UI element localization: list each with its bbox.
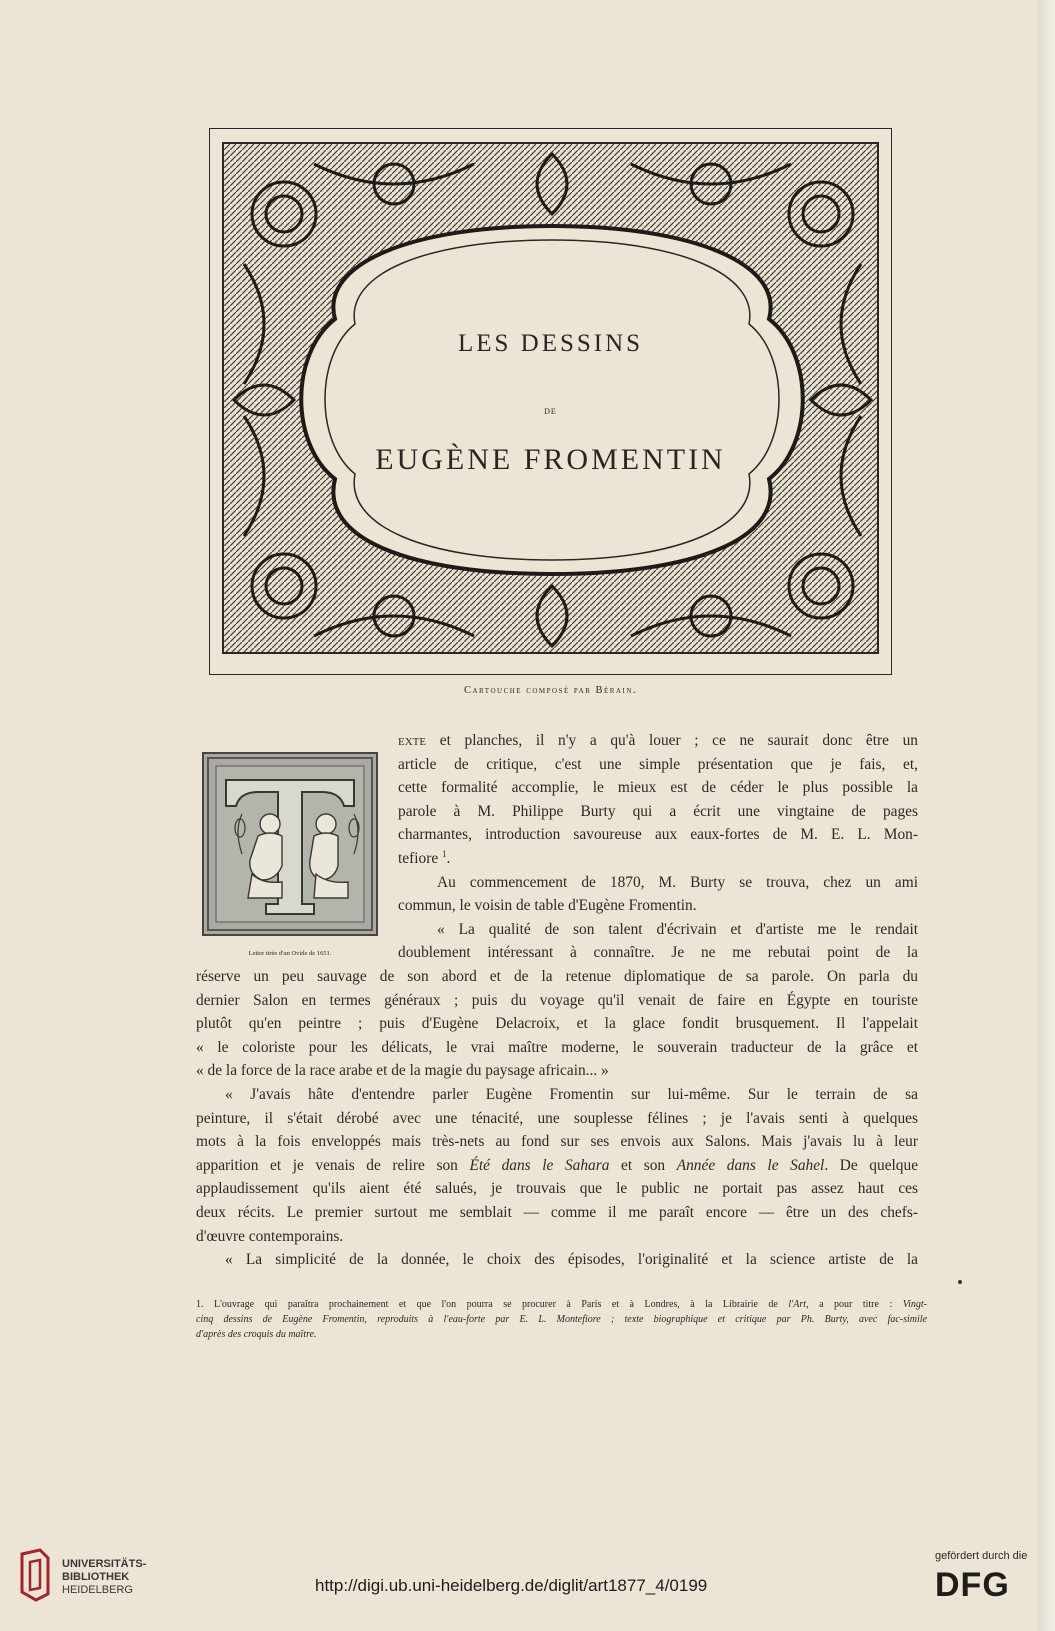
text-run: mots à la fois enveloppés mais très-nets au fond sur ses envois aux Salons. Mais j'avais lu à leur bbox=[196, 1133, 918, 1151]
cartouche-title-line2: EUGÈNE FROMENTIN bbox=[375, 443, 726, 476]
library-line2: BIBLIOTHEK bbox=[62, 1571, 130, 1583]
text-run: 1 bbox=[442, 848, 447, 859]
body-line bbox=[398, 847, 918, 871]
text-run: cinq dessins de Eugène Fromentin, reproduits à l'eau-forte par E. L. Montefiore ; texte biographique et critique par Ph. Burty, avec fac-simile bbox=[196, 1314, 927, 1325]
body-line bbox=[196, 1107, 918, 1131]
library-line1: UNIVERSITÄTS- bbox=[62, 1558, 147, 1570]
text-run: Au commencement de 1870, M. Burty se trouva, chez un ami bbox=[437, 873, 918, 891]
body-line bbox=[437, 871, 918, 895]
text-run: . De quelque bbox=[824, 1156, 918, 1174]
text-run: tefiore bbox=[398, 850, 443, 867]
text-run: « de la force de la race arabe et de la magie du paysage africain... » bbox=[196, 1062, 609, 1080]
funded-by-text: gefördert durch die bbox=[935, 1550, 1028, 1562]
text-run: parole à M. Philippe Burty qui a écrit une vingtaine de pages bbox=[398, 802, 918, 820]
body-line bbox=[196, 965, 918, 989]
body-line bbox=[196, 1130, 918, 1154]
body-line bbox=[196, 1012, 918, 1036]
body-line bbox=[398, 729, 918, 753]
initial-letter-illustration bbox=[202, 752, 378, 936]
text-run: d'œuvre contemporains. bbox=[196, 1227, 344, 1245]
scan-edge bbox=[1038, 0, 1055, 1631]
text-run: Vingt- bbox=[902, 1299, 927, 1310]
text-run: et planches, il n'y a qu'à louer ; ce ne saurait donc être un bbox=[426, 732, 918, 749]
text-run: Été dans le Sahara bbox=[469, 1156, 610, 1174]
library-logo-icon bbox=[18, 1548, 54, 1602]
library-name bbox=[62, 1558, 146, 1597]
body-line bbox=[398, 753, 918, 777]
text-run: commun, le voisin de table d'Eugène Fromentin. bbox=[398, 897, 697, 915]
ornament-drawing bbox=[224, 144, 879, 654]
text-run: exte bbox=[398, 732, 427, 749]
text-run: dernier Salon en termes généraux ; puis du voyage qu'il venait de faire en Égypte en touriste bbox=[196, 991, 918, 1009]
body-line bbox=[196, 1177, 918, 1201]
body-line bbox=[196, 1036, 918, 1060]
text-run: « le coloriste pour les délicats, le vrai maître moderne, le souverain traducteur de la grâce et bbox=[196, 1038, 918, 1056]
body-line bbox=[225, 1083, 918, 1107]
text-run: « La simplicité de la donnée, le choix des épisodes, l'originalité et la science artiste de la bbox=[225, 1251, 918, 1269]
text-run: peinture, il s'était dérobé avec une ténacité, une souplesse félines ; je l'avais senti à quelques bbox=[196, 1109, 918, 1127]
text-run: « J'avais hâte d'entendre parler Eugène Fromentin sur lui-même. Sur le terrain de sa bbox=[225, 1086, 918, 1103]
cartouche-title-line1: LES DESSINS bbox=[457, 330, 644, 357]
cartouche-caption: Cartouche composé par Bérain. bbox=[464, 685, 637, 696]
body-line bbox=[398, 823, 918, 847]
library-line3: HEIDELBERG bbox=[62, 1584, 133, 1596]
footnote-line bbox=[196, 1297, 927, 1312]
text-run: article de critique, c'est une simple présentation que je fais, et, bbox=[398, 755, 918, 773]
cartouche-title-de: DE bbox=[544, 407, 557, 416]
text-run: plutôt qu'en peintre ; puis d'Eugène Delacroix, et la glace fondit brusquement. Il l'appelait bbox=[196, 1015, 918, 1033]
cartouche-ornament bbox=[222, 142, 879, 654]
footnote-line bbox=[196, 1312, 927, 1327]
body-line bbox=[196, 1154, 918, 1178]
initial-engraving bbox=[204, 754, 376, 934]
body-line bbox=[398, 800, 918, 824]
text-run: 1. L'ouvrage qui paraîtra prochainement et que l'on pourra se procurer à Paris et à Londres, à la Librairie de bbox=[196, 1299, 789, 1310]
dfg-logo: DFG bbox=[935, 1566, 1010, 1604]
initial-caption: Lettre tirée d'un Ovide de 1651. bbox=[248, 950, 332, 957]
text-run: réserve un peu sauvage de son abord et de la retenue diplomatique de sa parole. On parla du bbox=[196, 968, 918, 985]
footnote-line bbox=[196, 1327, 927, 1342]
text-run: . bbox=[446, 850, 451, 867]
text-run: l'Art bbox=[788, 1299, 807, 1310]
body-line bbox=[196, 1201, 918, 1225]
body-line bbox=[398, 941, 918, 965]
text-run: apparition et je venais de relire son bbox=[196, 1156, 470, 1174]
body-line bbox=[398, 776, 918, 800]
body-line bbox=[196, 1225, 918, 1249]
text-run: et son bbox=[609, 1156, 677, 1174]
body-line bbox=[398, 894, 918, 918]
body-line bbox=[437, 918, 918, 942]
text-run: , a pour titre : bbox=[806, 1299, 903, 1310]
text-run: cette formalité accomplie, le mieux est de céder le plus possible la bbox=[398, 779, 918, 797]
text-run: Année dans le Sahel bbox=[676, 1156, 825, 1174]
body-line bbox=[196, 1059, 918, 1083]
text-run: doublement intéressant à connaître. Je ne me rebutai point de la bbox=[398, 944, 918, 962]
body-line bbox=[225, 1248, 918, 1272]
text-run: « La qualité de son talent d'écrivain et d'artiste me le rendait bbox=[437, 920, 918, 938]
text-run: d'après des croquis du maître. bbox=[196, 1329, 317, 1340]
source-url-link[interactable]: http://digi.ub.uni-heidelberg.de/diglit/art1877_4/0199 bbox=[315, 1576, 708, 1595]
text-run: deux récits. Le premier surtout me semblait — comme il me paraît encore — être un des chefs- bbox=[196, 1204, 918, 1221]
text-run: applaudissement qu'ils aient été salués, je trouvais que le public ne portait pas assez haut ces bbox=[196, 1180, 918, 1198]
text-run: charmantes, introduction savoureuse aux eaux-fortes de M. E. L. Mon- bbox=[398, 826, 918, 844]
body-line bbox=[196, 989, 918, 1013]
margin-dot bbox=[958, 1280, 962, 1284]
